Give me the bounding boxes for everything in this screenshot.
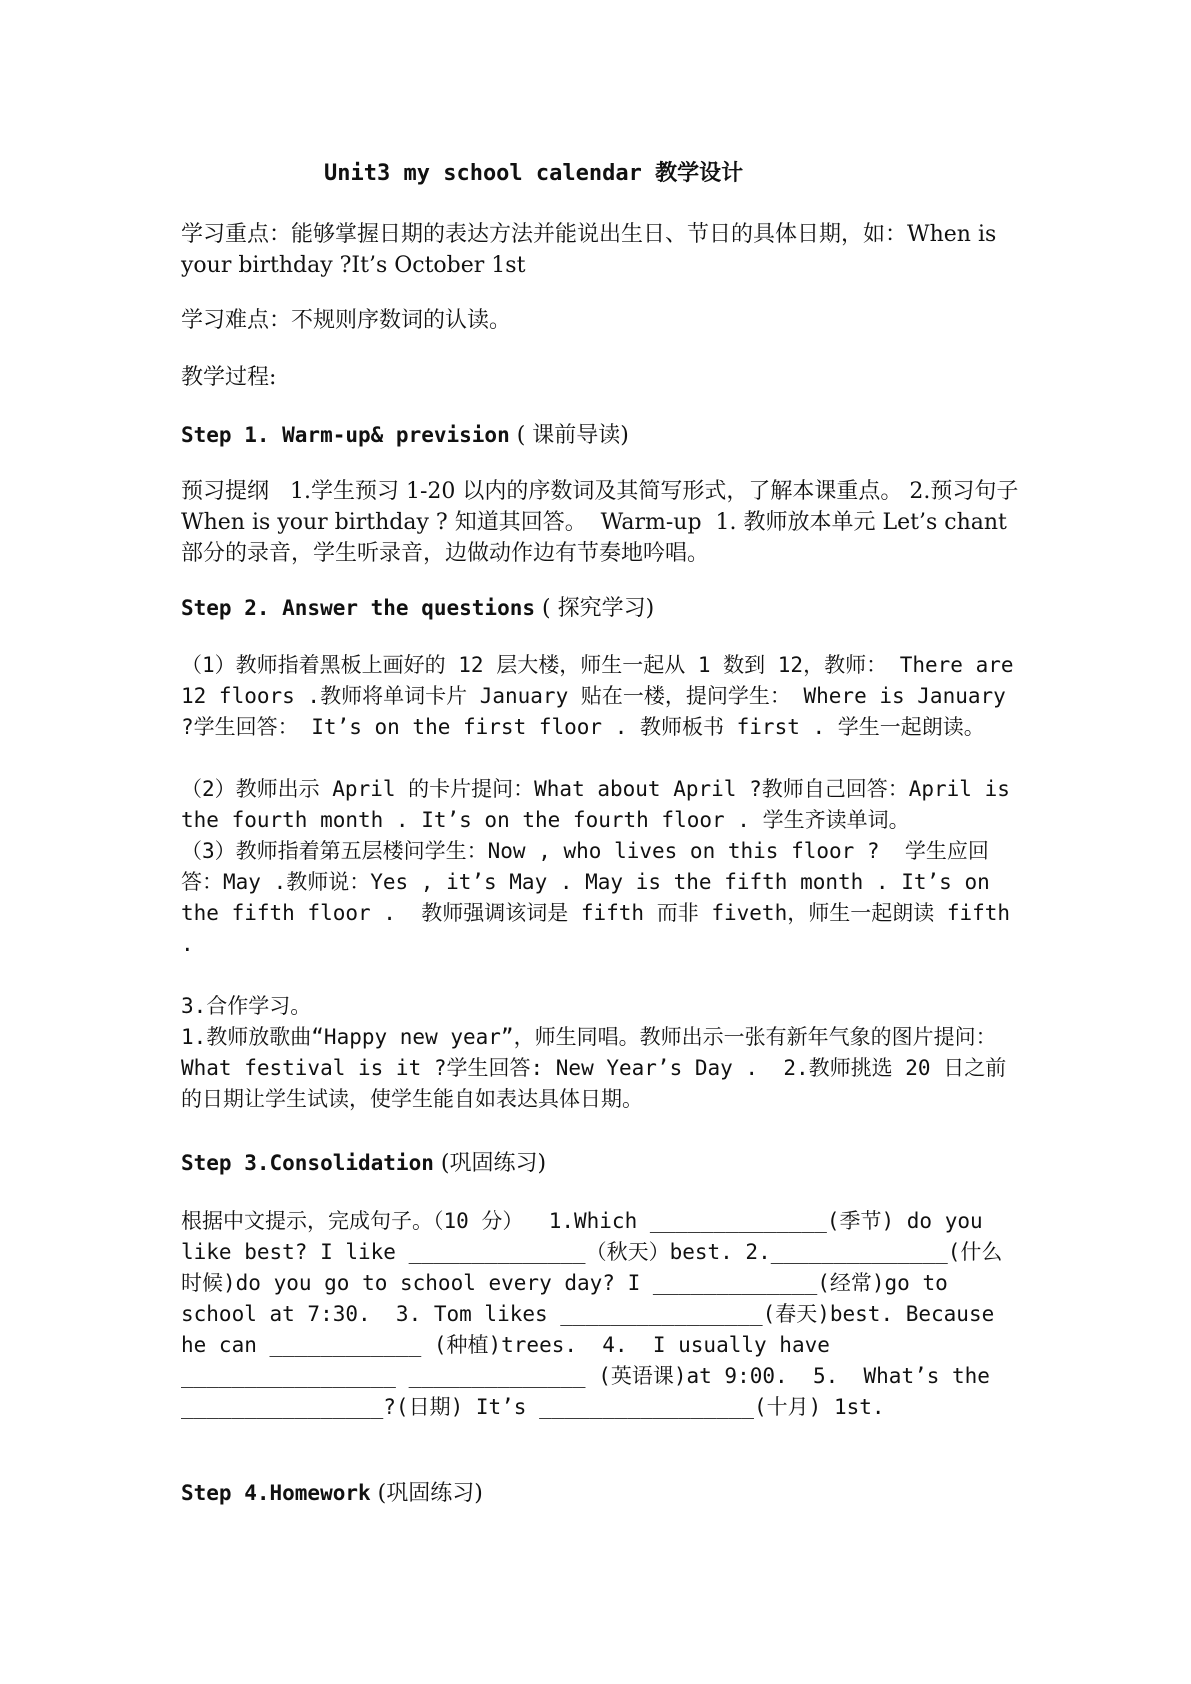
step2-paragraph-2: （2）教师出示 April 的卡片提问：What about April ?教师自己回答：April is the fourth month . It’s on the fourth floor . 学生齐读单词。 — [181, 777, 1023, 832]
cooperation-body: 1.教师放歌曲“Happy new year”，师生同唱。教师出示一张有新年气象的图片提问：What festival is it ?学生回答: New Year’s Day . 2.教师挑选 20 日之前的日期让学生试读，使学生能自如表达具体日期。 — [181, 1025, 1007, 1111]
process-label: 教学过程: — [181, 365, 277, 390]
step3-heading-note: (巩固练习) — [433, 1151, 547, 1176]
cooperation-heading: 3.合作学习。 — [181, 994, 312, 1018]
step2-paragraph-3: （3）教师指着第五层楼问学生：Now , who lives on this floor ? 学生应回答：May .教师说：Yes , it’s May . May is the fifth month . It’s on the fifth floor . 教师强调该词是 fifth 而非 fiveth，师生一起朗读 fifth . — [181, 839, 1023, 956]
step2-heading-text: Step 2. Answer the questions — [181, 596, 536, 620]
step4-heading-text: Step 4.Homework — [181, 1481, 371, 1505]
step2-paragraph-1: （1）教师指着黑板上画好的 12 层大楼，师生一起从 1 数到 12，教师： There are 12 floors .教师将单词卡片 January 贴在一楼，提问学生： Where is January ?学生回答： It’s on the first floor . 教师板书 first . 学生一起朗读。 — [181, 653, 1027, 739]
step1-heading-text: Step 1. Warm-up& prevision — [181, 423, 510, 447]
step4-heading — [181, 1478, 483, 1509]
document-title: Unit3 my school calendar 教学设计 — [324, 161, 744, 186]
step4-heading-note: (巩固练习) — [370, 1481, 483, 1506]
step2-heading — [181, 593, 654, 624]
step1-body: 预习提纲 1.学生预习 1-20 以内的序数词及其简写形式，了解本课重点。 2.预习句子 When is your birthday ? 知道其回答。 Warm-up 1. 教师放本单元 Let’s chant 部分的录音，学生听录音，边做动作边有节奏地吟唱。 — [181, 479, 1026, 566]
difficult-points: 学习难点：不规则序数词的认读。 — [181, 308, 512, 333]
step2-heading-note: ( 探究学习) — [535, 596, 655, 621]
step1-heading — [181, 420, 629, 451]
step3-heading-text: Step 3.Consolidation — [181, 1151, 434, 1175]
step3-exercise: 根据中文提示，完成句子。（10 分） 1.Which ______________(季节) do you like best? I like ______________（秋天）best. 2.______________(什么时候)do you go to school every day? I _____________(经常)go to school at 7:30. 3. Tom likes ________________(春天)best. Because he can ____________ (种植)trees. 4. I usually have _________________ ______________ (英语课)at 9:00. 5. What’s the ________________?(日期) It’s _________________(十月) 1st. — [181, 1209, 1007, 1419]
key-points: 学习重点：能够掌握日期的表达方法并能说出生日、节日的具体日期，如：When is your birthday ?It’s October 1st — [181, 222, 1004, 278]
step1-heading-note: ( 课前导读) — [509, 423, 629, 448]
step3-heading — [181, 1148, 546, 1179]
